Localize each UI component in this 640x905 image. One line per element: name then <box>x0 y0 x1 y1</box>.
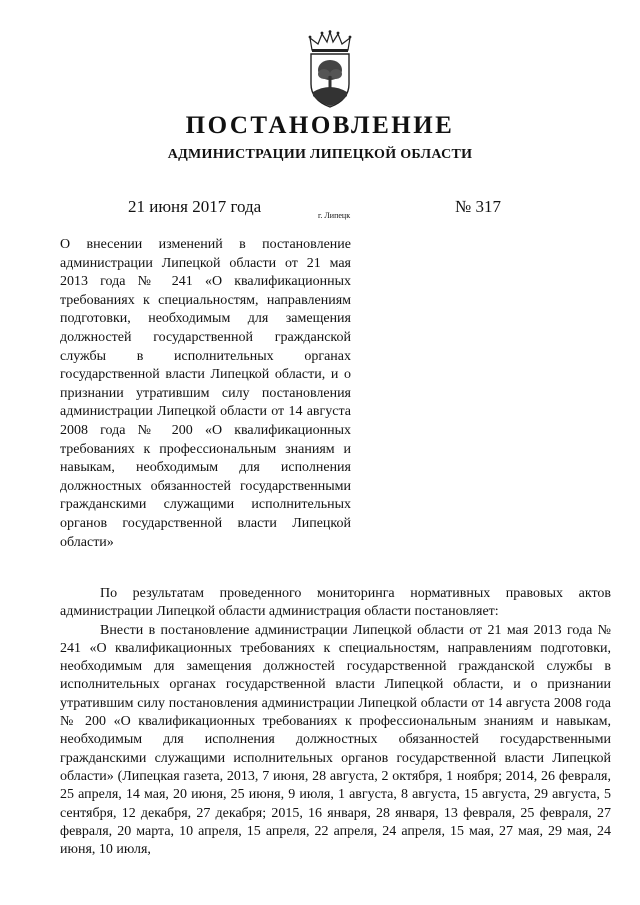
body-paragraph-1: По результатам проведенного мониторинга нормативных правовых актов администрации Липецкой области администрация области постановляет: <box>60 586 611 620</box>
document-body <box>60 585 611 859</box>
document-title: ПОСТАНОВЛЕНИЕ <box>185 112 455 139</box>
document-subtitle: АДМИНИСТРАЦИИ ЛИПЕЦКОЙ ОБЛАСТИ <box>167 147 473 162</box>
body-paragraph-2: Внести в постановление администрации Липецкой области от 21 мая 2013 года № 241 «О квалификационных требованиях к специальностям, направлениям подготовки, необходимым для замещения должностей государственной гражданской службы в исполнительных органах государственной власти Липецкой области, и о признании утратившим силу постановления администрации Липецкой области от 14 августа 2008 года № 200 «О квалификационных требованиях к профессиональным знаниям и навыкам, необходимым для исполнения должностных обязанностей государственными гражданскими служащими исполнительных органов государственной власти Липецкой области» (Липецкая газета, 2013, 7 июня, 28 августа, 2 октября, 1 ноября; 2014, 26 февраля, 25 апреля, 14 мая, 20 июня, 25 июня, 9 июля, 1 августа, 8 августа, 15 августа, 29 августа, 5 сентября, 12 декабря, 27 декабря; 2015, 16 января, 28 января, 13 февраля, 25 февраля, 27 февраля, 20 марта, 10 апреля, 15 апреля, 22 апреля, 24 апреля, 15 мая, 27 мая, 29 мая, 24 июня, 10 июля, <box>60 622 611 858</box>
document-date: 21 июня 2017 года <box>128 197 262 216</box>
coat-of-arms-icon <box>298 30 362 110</box>
document-city: г. Липецк <box>318 211 351 220</box>
document-caption: О внесении изменений в постановление администрации Липецкой области от 21 мая 2013 года № 241 «О квалификационных требованиях к специальностям, направлениям подготовки, необходимым для замещения должностей государственной гражданской службы в исполнительных органах государственной власти Липецкой области, и о признании утратившим силу постановления администрации Липецкой области от 14 августа 2008 года № 200 «О квалификационных требованиях к профессиональным знаниям и навыкам, необходимым для исполнения должностных обязанностей государственными гражданскими служащими исполнительных органов государственной власти Липецкой области» <box>60 237 351 550</box>
document-number: № 317 <box>455 197 501 216</box>
